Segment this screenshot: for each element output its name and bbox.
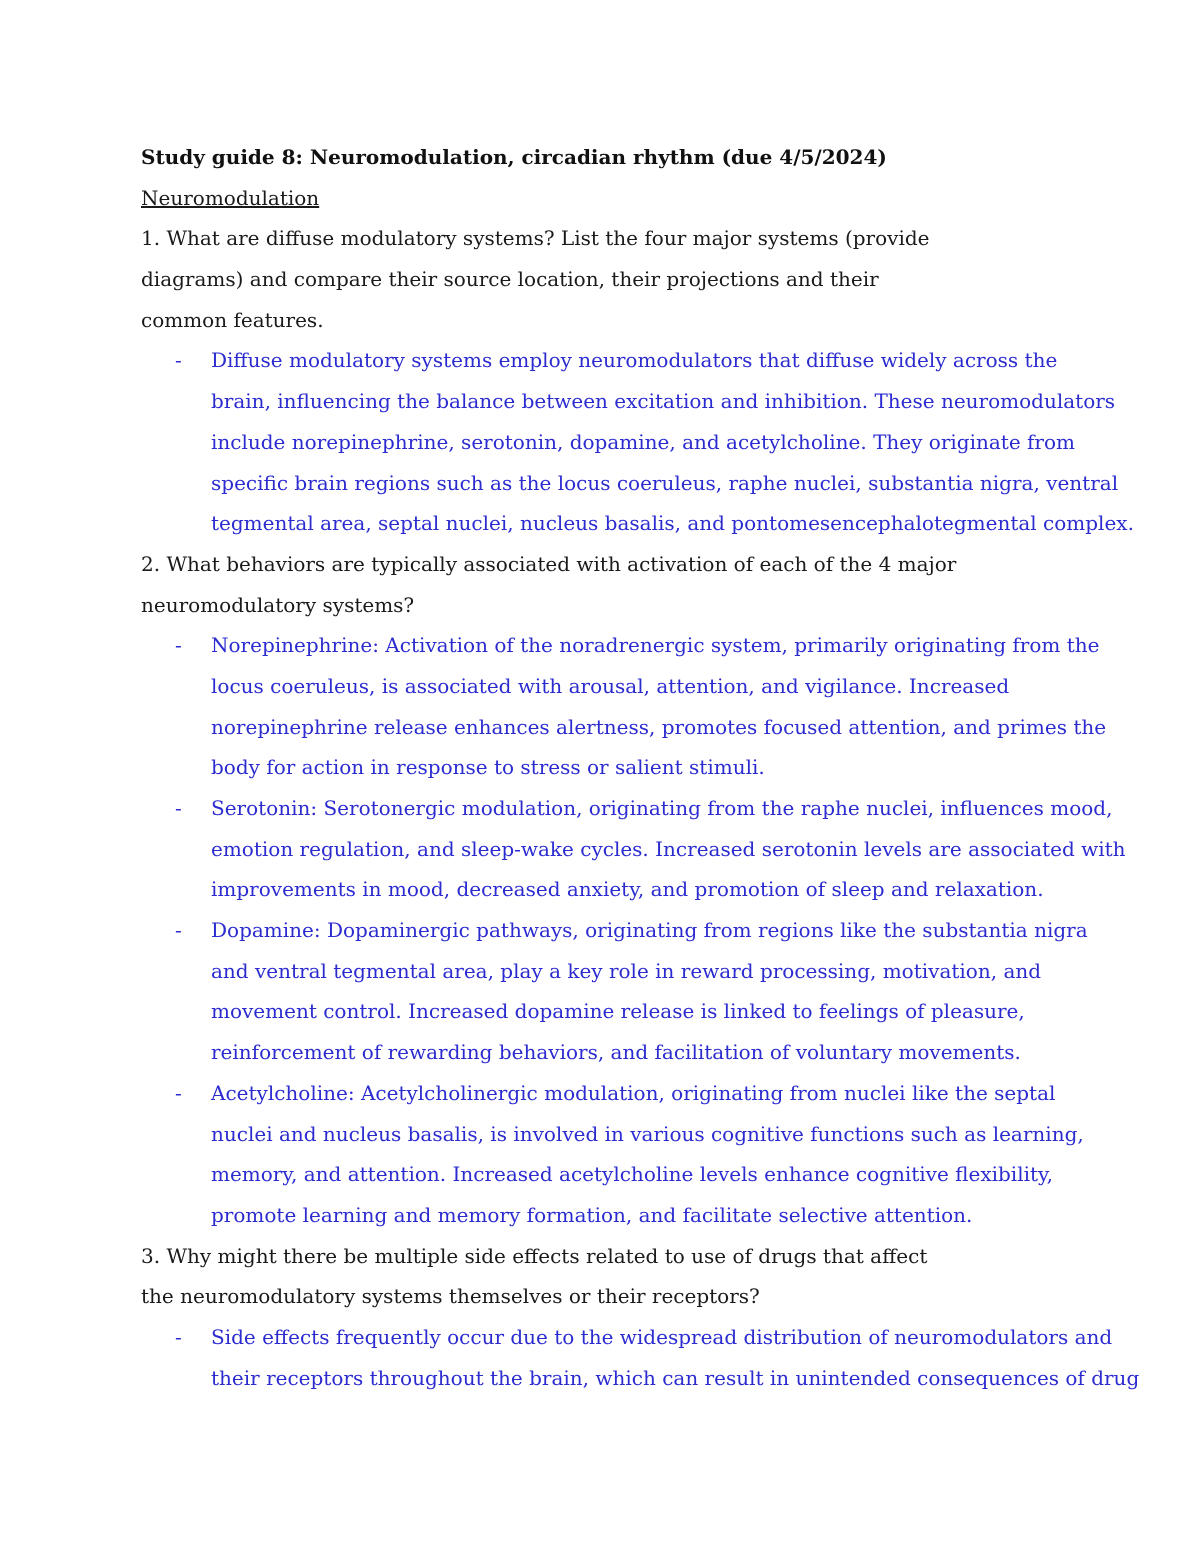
answer-line: - Norepinephrine: Activation of the noradrenergic system, primarily originating from the [141,625,1071,666]
answer-line: - Acetylcholine: Acetylcholinergic modulation, originating from nuclei like the septal [141,1073,1071,1114]
answer-line: reinforcement of rewarding behaviors, and facilitation of voluntary movements. [211,1040,1021,1065]
answer-line: improvements in mood, decreased anxiety, and promotion of sleep and relaxation. [211,877,1044,902]
answer-line: - Serotonin: Serotonergic modulation, originating from the raphe nuclei, influences mood, [141,788,1071,829]
bullet-dash: - [175,918,182,943]
bullet-dash: - [175,348,182,373]
question-3 [141,1236,1140,1399]
answer-line: emotion regulation, and sleep-wake cycles. Increased serotonin levels are associated with [211,836,1126,861]
section-heading: Neuromodulation [141,185,320,210]
answer-line: - Dopamine: Dopaminergic pathways, originating from regions like the substantia nigra [141,910,1071,951]
answer-line: and ventral tegmental area, play a key role in reward processing, motivation, and [211,958,1042,983]
question-line: 3. Why might there be multiple side effects related to use of drugs that affect [141,1243,928,1268]
answer-line: - Side effects frequently occur due to the widespread distribution of neuromodulators and [141,1317,1071,1358]
answer-line: - Diffuse modulatory systems employ neuromodulators that diffuse widely across the [141,340,1071,381]
bullet-dash: - [175,633,182,658]
answer-line: norepinephrine release enhances alertness, promotes focused attention, and primes the [211,714,1107,739]
document-page [141,137,1140,1398]
question-line: diagrams) and compare their source location, their projections and their [141,267,879,292]
bullet-dash: - [175,796,182,820]
answer-bullet-dopamine [141,910,1088,1073]
answer-line: memory, and attention. Increased acetylcholine levels enhance cognitive flexibility, [211,1162,1054,1187]
bullet-dash: - [175,1324,182,1349]
question-1 [141,218,1134,544]
answer-bullet [141,340,1134,543]
answer-line: include norepinephrine, serotonin, dopamine, and acetylcholine. They originate from [211,429,1075,454]
answer-bullet-norepinephrine [141,625,1107,788]
bullet-dash: - [175,1080,182,1105]
answer-line: their receptors throughout the brain, which can result in unintended consequences of drug [211,1365,1140,1390]
answer-line: body for action in response to stress or salient stimuli. [211,755,765,780]
question-line: neuromodulatory systems? [141,592,415,617]
page-title: Study guide 8: Neuromodulation, circadian rhythm (due 4/5/2024) [141,145,887,169]
question-line: the neuromodulatory systems themselves or their receptors? [141,1284,760,1309]
answer-line: tegmental area, septal nuclei, nucleus basalis, and pontomesencephalotegmental complex. [211,511,1134,536]
answer-bullet [141,1317,1140,1398]
answer-line: nuclei and nucleus basalis, is involved in various cognitive functions such as learning, [211,1121,1084,1146]
answer-line: locus coeruleus, is associated with arousal, attention, and vigilance. Increased [211,673,1010,698]
answer-line: promote learning and memory formation, and facilitate selective attention. [211,1202,973,1227]
question-line: 2. What behaviors are typically associated with activation of each of the 4 major [141,551,957,576]
question-2 [141,544,1126,1236]
answer-bullet-serotonin [141,788,1126,910]
answer-bullet-acetylcholine [141,1073,1084,1236]
question-line: common features. [141,307,324,332]
answer-line: specific brain regions such as the locus coeruleus, raphe nuclei, substantia nigra, ventral [211,470,1119,495]
answer-line: brain, influencing the balance between excitation and inhibition. These neuromodulators [211,389,1116,414]
question-line: 1. What are diffuse modulatory systems? List the four major systems (provide [141,226,930,251]
answer-line: movement control. Increased dopamine release is linked to feelings of pleasure, [211,999,1025,1024]
